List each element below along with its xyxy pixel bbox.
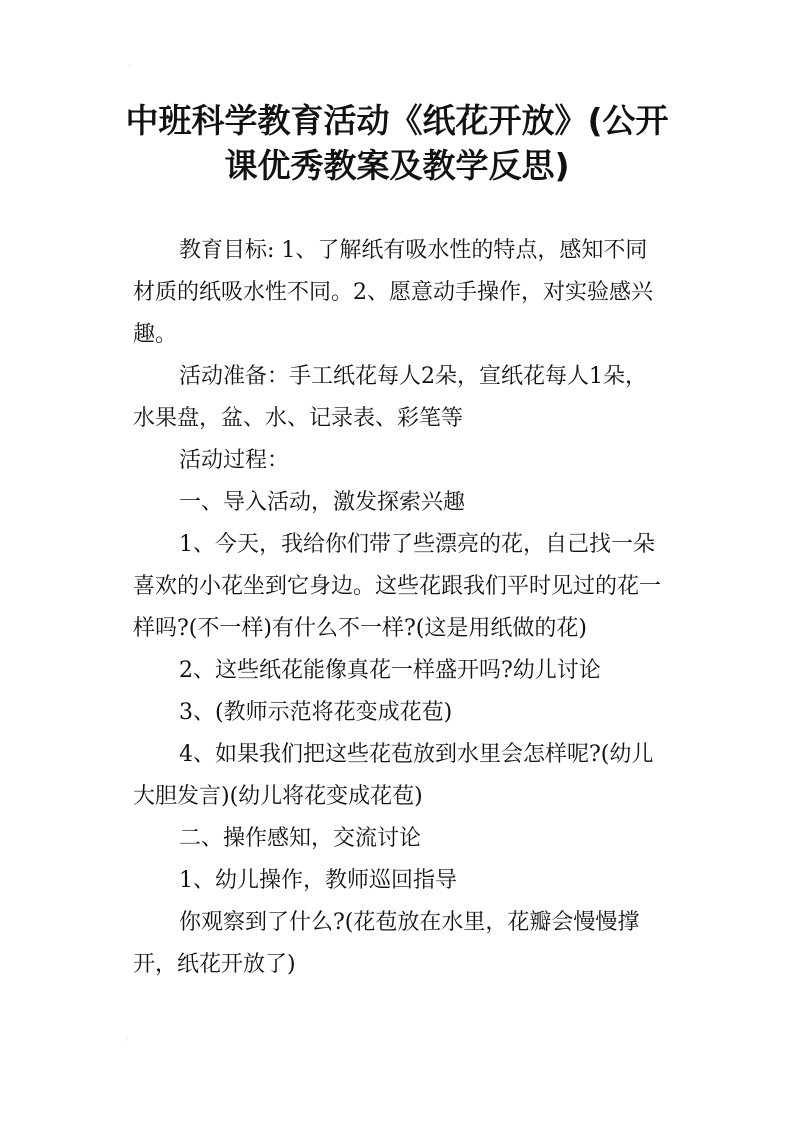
paragraph-preparation: 活动准备：手工纸花每人2朵，宣纸花每人1朵，水果盘，盆、水、记录表、彩笔等 [133,364,647,431]
document-body [133,230,663,986]
paragraph-process-heading: 活动过程： [179,448,290,473]
title-line-2: 课优秀教案及教学反思) [224,146,570,185]
paragraph-step-3: 3、(教师示范将花变成花苞) [179,700,453,725]
corner-mark-top: · [128,62,131,72]
corner-mark-bottom: · [126,1036,129,1046]
paragraph-goals: 教育目标: 1、了解纸有吸水性的特点，感知不同材质的纸吸水性不同。2、愿意动手操作，对实验感兴趣。 [133,238,653,347]
paragraph-section-two: 二、操作感知，交流讨论 [179,826,422,851]
paragraph-step-1: 1、今天，我给你们带了些漂亮的花，自己找一朵喜欢的小花坐到它身边。这些花跟我们平时见过的花一样吗?(不一样)有什么不一样?(这是用纸做的花) [133,532,662,641]
paragraph-step-4: 4、如果我们把这些花苞放到水里会怎样呢?(幼儿大胆发言)(幼儿将花变成花苞) [133,742,654,809]
paragraph-observation: 你观察到了什么?(花苞放在水里，花瓣会慢慢撑开，纸花开放了) [133,910,640,977]
document-title [110,98,684,188]
paragraph-section-one: 一、导入活动，激发探索兴趣 [179,490,466,515]
paragraph-step-2: 2、这些纸花能像真花一样盛开吗?幼儿讨论 [179,658,601,683]
title-line-1: 中班科学教育活动《纸花开放》(公开 [125,101,669,140]
paragraph-operation: 1、幼儿操作，教师巡回指导 [179,868,457,893]
